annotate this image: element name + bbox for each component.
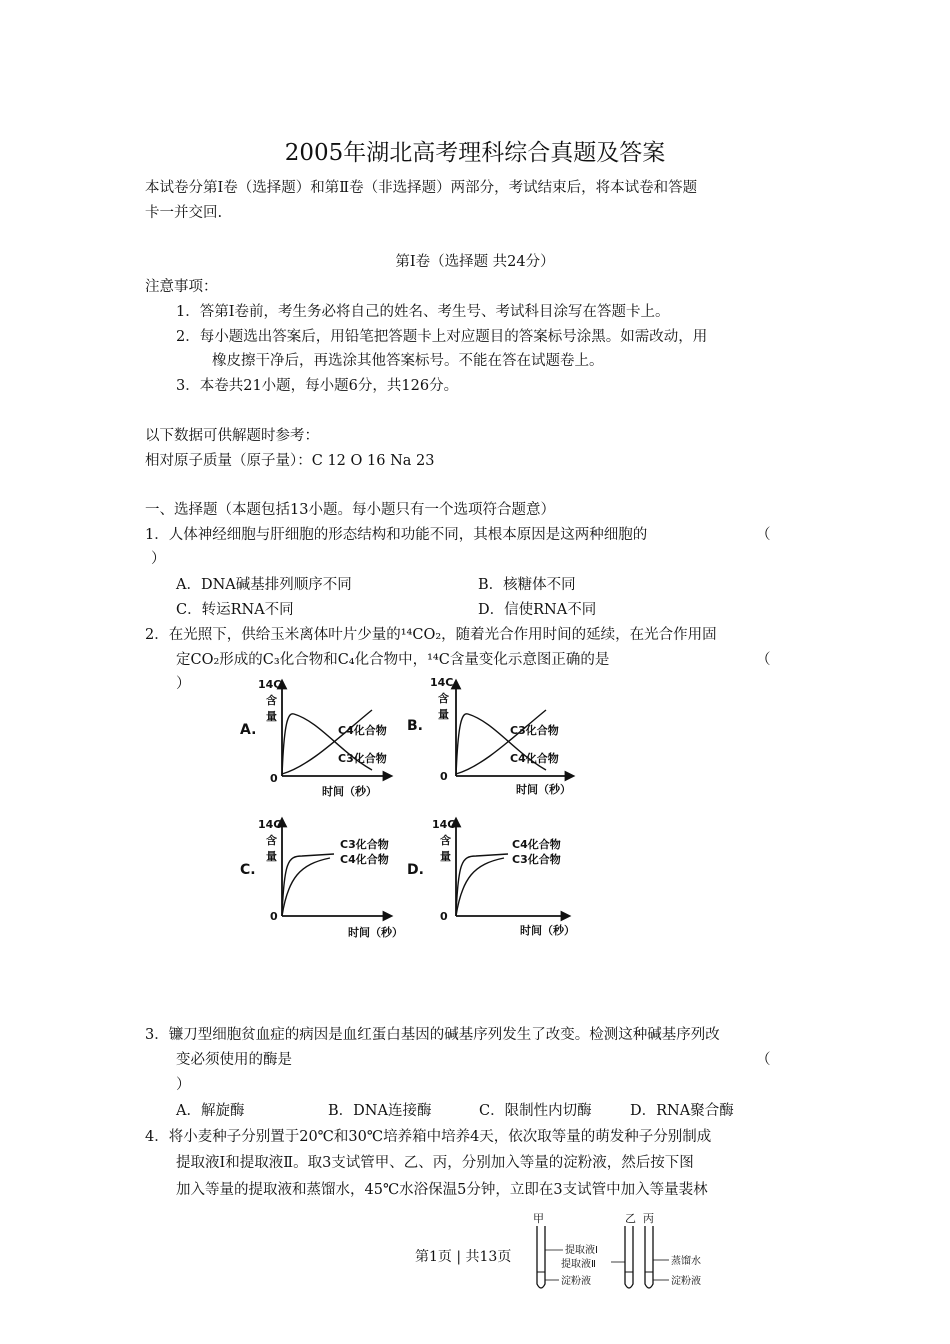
panel-d-curve-fast — [456, 854, 508, 916]
panel-a-ylabel-2: 量 — [266, 710, 277, 723]
panel-b-letter: B. — [407, 718, 423, 734]
q2-paren-open: （ — [756, 652, 771, 668]
tube-yi — [625, 1226, 633, 1288]
note-2a: 2．每小题选出答案后，用铅笔把答题卡上对应题目的答案标号涂黑。如需改动，用 — [176, 329, 708, 345]
page-footer: 第1页 | 共13页 — [415, 1249, 512, 1265]
q1-paren-open: （ — [756, 527, 771, 543]
tube-jia — [537, 1226, 545, 1288]
q3-option-c: C．限制性内切酶 — [479, 1103, 592, 1119]
q4-stem-b: 提取液Ⅰ和提取液Ⅱ。取3支试管甲、乙、丙，分别加入等量的淀粉液，然后按下图 — [176, 1155, 694, 1171]
panel-a-origin: 0 — [270, 772, 278, 785]
reference-masses: 相对原子质量（原子量）：C 12 O 16 Na 23 — [145, 453, 435, 469]
note-2b: 橡皮擦干净后，再选涂其他答案标号。不能在答在试题卷上。 — [212, 353, 604, 369]
panel-c-letter: C. — [240, 862, 256, 878]
reference-heading: 以下数据可供解题时参考： — [145, 428, 319, 444]
panel-b-ylabel-top: 14C — [430, 676, 454, 689]
panel-c-lower-label: C4化合物 — [340, 853, 389, 866]
panel-b-origin: 0 — [440, 770, 448, 783]
label-extract-1: 提取液Ⅰ — [565, 1245, 598, 1256]
label-water: 蒸馏水 — [671, 1256, 701, 1267]
graph-panel-b — [407, 676, 571, 796]
panel-b-ylabel-1: 含 — [438, 692, 449, 705]
panel-b-lower-label: C4化合物 — [510, 752, 559, 765]
panel-d-xlabel: 时间（秒） — [520, 924, 575, 937]
q4-stem-c: 加入等量的提取液和蒸馏水，45℃水浴保温5分钟，立即在3支试管中加入等量裴林 — [176, 1182, 708, 1198]
panel-a-upper-label: C4化合物 — [338, 724, 387, 737]
label-starch-2: 淀粉液 — [671, 1276, 701, 1287]
q1-option-b: B．核糖体不同 — [478, 577, 576, 593]
intro-line-1: 本试卷分第Ⅰ卷（选择题）和第Ⅱ卷（非选择题）两部分，考试结束后，将本试卷和答题 — [145, 180, 698, 196]
q2-graph-figure — [230, 670, 610, 945]
panel-c-ylabel-2: 量 — [266, 850, 277, 863]
q1-option-d: D．信使RNA不同 — [478, 602, 597, 618]
panel-a-xlabel: 时间（秒） — [322, 785, 377, 798]
label-extract-2: 提取液Ⅱ — [561, 1259, 596, 1270]
panel-c-origin: 0 — [270, 910, 278, 923]
q3-stem-a: 3．镰刀型细胞贫血症的病因是血红蛋白基因的碱基序列发生了改变。检测这种碱基序列改 — [145, 1027, 720, 1043]
label-starch: 淀粉液 — [561, 1276, 591, 1287]
note-1: 1．答第Ⅰ卷前，考生务必将自己的姓名、考生号、考试科目涂写在答题卡上。 — [176, 304, 670, 320]
panel-d-origin: 0 — [440, 910, 448, 923]
intro-line-2: 卡一并交回. — [145, 205, 223, 221]
tube-yi-label: 乙 — [625, 1212, 636, 1225]
tube-bing — [645, 1226, 653, 1288]
panel-d-curve-slow — [456, 858, 504, 916]
panel-d-ylabel-1: 含 — [440, 834, 451, 847]
panel-d-upper-label: C4化合物 — [512, 838, 561, 851]
notes-heading: 注意事项： — [145, 279, 218, 295]
part1-heading: 第Ⅰ卷（选择题 共24分） — [395, 254, 555, 270]
panel-a-lower-label: C3化合物 — [338, 752, 387, 765]
note-3: 3．本卷共21小题，每小题6分，共126分。 — [176, 378, 459, 394]
q3-paren-close: ） — [176, 1077, 191, 1093]
panel-d-letter: D. — [407, 862, 424, 878]
panel-a-letter: A. — [240, 722, 257, 738]
panel-d-lower-label: C3化合物 — [512, 853, 561, 866]
graph-panel-a — [240, 678, 388, 798]
panel-b-ylabel-2: 量 — [438, 708, 449, 721]
tube-jia-label: 甲 — [533, 1212, 544, 1225]
q2-stem-a: 2．在光照下，供给玉米离体叶片少量的¹⁴CO₂，随着光合作用时间的延续，在光合作用固 — [145, 627, 717, 643]
q3-option-a: A．解旋酶 — [176, 1103, 245, 1119]
q2-stem-b: 定CO₂形成的C₃化合物和C₄化合物中，¹⁴C含量变化示意图正确的是 — [176, 652, 610, 668]
panel-c-upper-label: C3化合物 — [340, 838, 389, 851]
q4-stem-a: 4．将小麦种子分别置于20℃和30℃培养箱中培养4天，依次取等量的萌发种子分别制成 — [145, 1129, 712, 1145]
panel-d-ylabel-2: 量 — [440, 850, 451, 863]
panel-c-ylabel-top: 14C — [258, 818, 282, 831]
q1-stem: 1．人体神经细胞与肝细胞的形态结构和功能不同，其根本原因是这两种细胞的 — [145, 527, 648, 543]
panel-c-curve-slow — [282, 858, 330, 916]
panel-b-upper-label: C3化合物 — [510, 724, 559, 737]
panel-c-ylabel-1: 含 — [266, 834, 277, 847]
panel-b-xlabel: 时间（秒） — [516, 783, 571, 796]
panel-d-ylabel-top: 14C — [432, 818, 456, 831]
q1-option-c: C．转运RNA不同 — [176, 602, 294, 618]
tube-bing-label: 丙 — [643, 1212, 654, 1225]
q3-stem-b: 变必须使用的酶是 — [176, 1052, 292, 1068]
panel-a-ylabel-1: 含 — [266, 694, 277, 707]
page-title: 2005年湖北高考理科综合真题及答案 — [284, 140, 666, 166]
q1-paren-close: ） — [151, 551, 166, 567]
q1-option-a: A．DNA碱基排列顺序不同 — [176, 577, 352, 593]
q2-paren-close: ） — [176, 676, 191, 692]
graph-panel-c — [240, 818, 403, 939]
graph-panel-d — [407, 818, 575, 937]
panel-a-ylabel-top: 14C — [258, 678, 282, 691]
q3-option-b: B．DNA连接酶 — [328, 1103, 432, 1119]
q4-test-tube-diagram — [525, 1210, 725, 1296]
q3-option-d: D．RNA聚合酶 — [630, 1103, 734, 1119]
panel-c-curve-fast — [282, 854, 334, 916]
panel-c-xlabel: 时间（秒） — [348, 926, 403, 939]
q3-paren-open: （ — [756, 1052, 771, 1068]
section-heading: 一、选择题（本题包括13小题。每小题只有一个选项符合题意） — [145, 502, 555, 518]
